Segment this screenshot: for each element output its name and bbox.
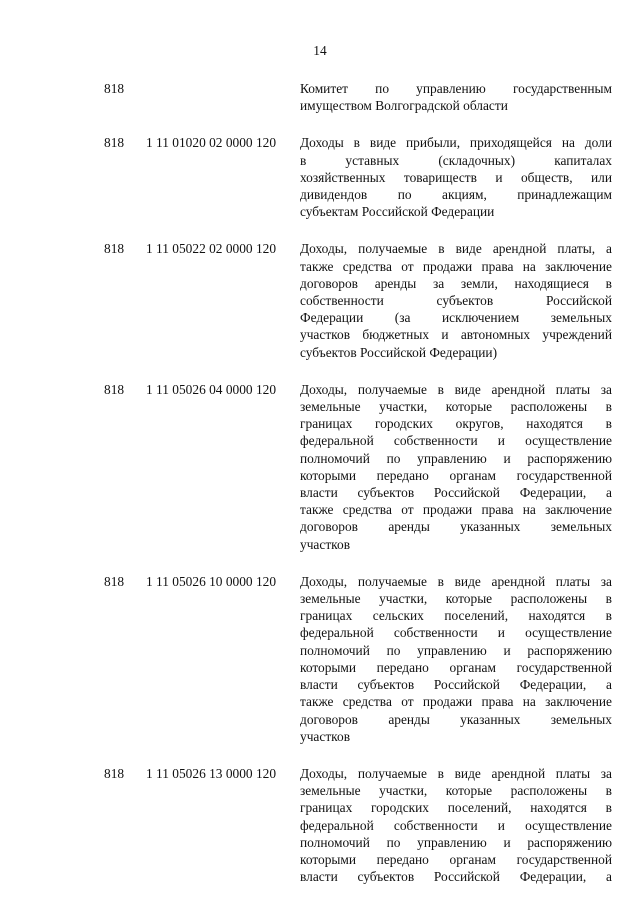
text-line: полномочий по управлению и распоряжению — [300, 642, 612, 658]
text-line: которыми передано органам государственной — [300, 659, 612, 675]
table-row — [0, 573, 640, 745]
kbk-code-cell: 1 11 05022 02 0000 120 — [146, 241, 277, 257]
table-row — [0, 240, 640, 360]
text-line: договоров аренды за земли, находящиеся в — [300, 275, 612, 291]
text-line: границах городских округов, находятся в — [300, 416, 612, 432]
text-line: полномочий по управлению и распоряжению — [300, 450, 612, 466]
text-line: Доходы, получаемые в виде арендной платы за — [300, 573, 612, 589]
text-line: собственности субъектов Российской — [300, 293, 612, 309]
revenue-name-cell — [300, 240, 612, 360]
revenue-name-cell — [300, 134, 612, 220]
text-line: Доходы в виде прибыли, приходящейся на доли — [300, 135, 612, 151]
text-line: земельные участки, которые расположены в — [300, 783, 612, 799]
admin-code-cell: 818 — [104, 573, 125, 589]
text-line: федеральной собственности и осуществление — [300, 625, 612, 641]
text-line: Федерации (за исключением земельных — [300, 310, 612, 326]
text-line: участков бюджетных и автономных учреждений — [300, 327, 612, 343]
text-line: договоров аренды указанных земельных — [300, 711, 612, 727]
text-line: субъектам Российской Федерации — [300, 204, 495, 220]
text-line: хозяйственных товариществ и обществ, или — [300, 169, 612, 185]
text-line: также средства от продажи права на заключение — [300, 258, 612, 274]
kbk-code-cell: 1 11 05026 10 0000 120 — [146, 573, 277, 589]
admin-code-cell: 818 — [104, 135, 125, 151]
kbk-code-cell: 1 11 01020 02 0000 120 — [146, 135, 277, 151]
text-line: договоров аренды указанных земельных — [300, 519, 612, 535]
text-line: границах городских поселений, находятся в — [300, 800, 612, 816]
text-line: земельные участки, которые расположены в — [300, 399, 612, 415]
text-line: в уставных (складочных) капиталах — [300, 152, 612, 168]
admin-code-cell: 818 — [104, 381, 125, 397]
text-line: которыми передано органам государственной — [300, 467, 612, 483]
text-line: которыми передано органам государственной — [300, 851, 612, 867]
text-line: федеральной собственности и осуществление — [300, 433, 612, 449]
text-line: Комитет по управлению государственным — [300, 81, 612, 96]
text-line: участков — [300, 536, 351, 552]
text-line: власти субъектов Российской Федерации, а — [300, 677, 612, 693]
text-line: дивидендов по акциям, принадлежащим — [300, 187, 612, 203]
revenue-name-cell — [300, 765, 612, 885]
text-line: также средства от продажи права на заключение — [300, 502, 612, 518]
text-line: Доходы, получаемые в виде арендной платы за — [300, 381, 612, 397]
table-row — [0, 134, 640, 220]
admin-code-cell: 818 — [104, 765, 125, 781]
admin-code-cell: 818 — [104, 241, 125, 257]
table-row — [0, 80, 640, 114]
text-line: власти субъектов Российской Федерации, а — [300, 869, 612, 885]
text-line: границах сельских поселений, находятся в — [300, 608, 612, 624]
text-line: субъектов Российской Федерации) — [300, 344, 498, 360]
text-line: Доходы, получаемые в виде арендной платы за — [300, 765, 612, 781]
text-line: полномочий по управлению и распоряжению — [300, 834, 612, 850]
revenue-code-table — [0, 80, 640, 885]
table-row — [0, 765, 640, 885]
text-line: земельные участки, которые расположены в — [300, 591, 612, 607]
text-line: власти субъектов Российской Федерации, а — [300, 485, 612, 501]
revenue-name-cell — [300, 80, 612, 114]
text-line: имуществом Волгоградской области — [300, 98, 508, 114]
table-row — [0, 381, 640, 553]
kbk-code-cell: 1 11 05026 13 0000 120 — [146, 765, 277, 781]
text-line: также средства от продажи права на заключение — [300, 694, 612, 710]
revenue-name-cell — [300, 573, 612, 745]
revenue-name-cell — [300, 381, 612, 553]
text-line: Доходы, получаемые в виде арендной платы, а — [300, 241, 612, 257]
admin-code-cell: 818 — [104, 81, 125, 96]
page-number: 14 — [313, 43, 327, 58]
text-line: федеральной собственности и осуществление — [300, 817, 612, 833]
text-line: участков — [300, 728, 351, 744]
kbk-code-cell: 1 11 05026 04 0000 120 — [146, 381, 277, 397]
